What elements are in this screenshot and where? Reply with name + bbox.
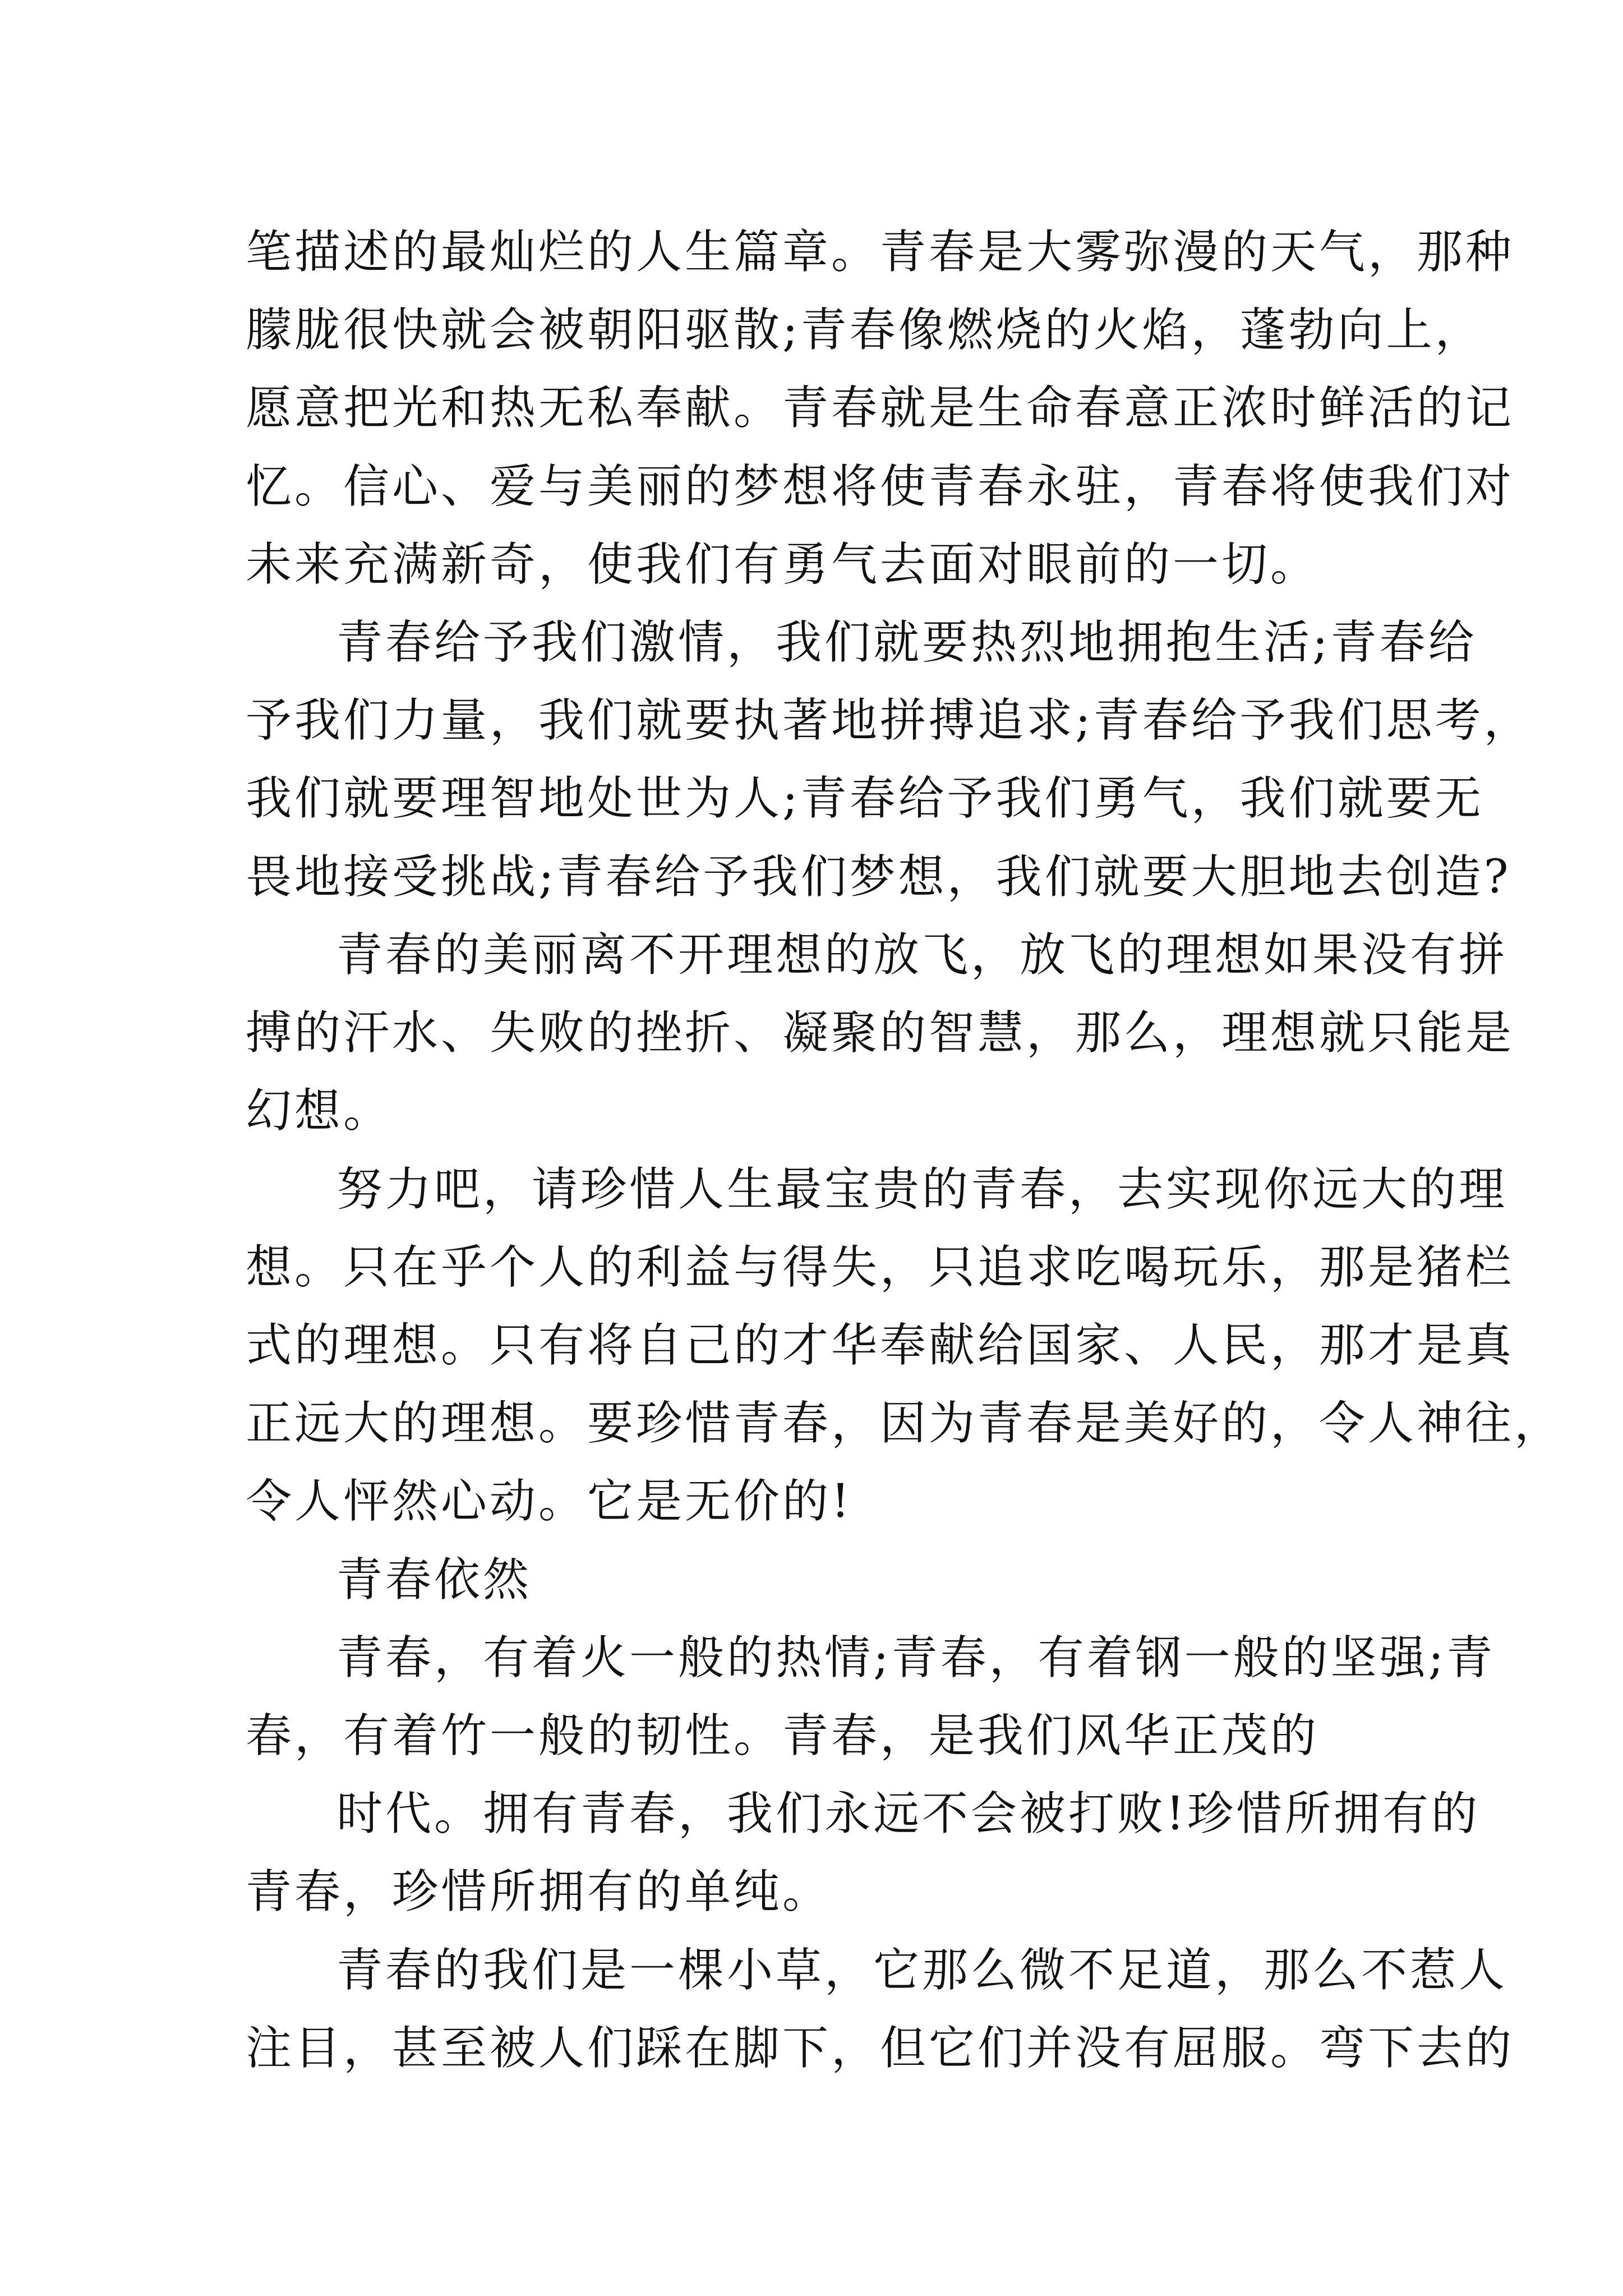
text-line: 注目，甚至被人们踩在脚下，但它们并没有屈服。弯下去的	[246, 2021, 1515, 2075]
text-line: 春，有着竹一般的韧性。青春，是我们风华正茂的	[246, 1709, 1320, 1763]
text-line: 畏地接受挑战;青春给予我们梦想，我们就要大胆地去创造?	[246, 850, 1511, 904]
paragraph-first-line: 青春给予我们激情，我们就要热烈地拥抱生活;青春给	[336, 616, 1477, 670]
text-line: 幻想。	[246, 1084, 393, 1138]
section-heading: 青春依然	[336, 1553, 532, 1607]
text-line: 想。只在乎个人的利益与得失，只追求吃喝玩乐，那是猪栏	[246, 1240, 1515, 1294]
paragraph-first-line: 青春的我们是一棵小草，它那么微不足道，那么不惹人	[336, 1943, 1508, 1997]
text-line: 朦胧很快就会被朝阳驱散;青春像燃烧的火焰，蓬勃向上，	[246, 303, 1484, 357]
text-line: 青春，珍惜所拥有的单纯。	[246, 1865, 832, 1919]
text-line: 我们就要理智地处世为人;青春给予我们勇气，我们就要无	[246, 772, 1484, 826]
paragraph-first-line: 青春，有着火一般的热情;青春，有着钢一般的坚强;青	[336, 1631, 1496, 1685]
paragraph-first-line: 努力吧，请珍惜人生最宝贵的青春，去实现你远大的理	[336, 1162, 1508, 1216]
paragraph-first-line: 时代。拥有青春，我们永远不会被打败!珍惜所拥有的	[336, 1787, 1480, 1841]
text-line: 笔描述的最灿烂的人生篇章。青春是大雾弥漫的天气，那种	[246, 226, 1515, 279]
paragraph-first-line: 青春的美丽离不开理想的放飞，放飞的理想如果没有拼	[336, 928, 1508, 982]
text-line: 令人怦然心动。它是无价的!	[246, 1475, 852, 1529]
text-line: 予我们力量，我们就要执著地拼搏追求;青春给予我们思考，	[246, 694, 1533, 748]
text-line: 正远大的理想。要珍惜青春，因为青春是美好的，令人神往，	[246, 1397, 1564, 1451]
text-line: 搏的汗水、失败的挫折、凝聚的智慧，那么，理想就只能是	[246, 1006, 1515, 1060]
text-line: 未来充满新奇，使我们有勇气去面对眼前的一切。	[246, 537, 1320, 591]
text-line: 忆。信心、爱与美丽的梦想将使青春永驻，青春将使我们对	[246, 459, 1515, 513]
text-line: 式的理想。只有将自己的才华奉献给国家、人民，那才是真	[246, 1318, 1515, 1372]
text-line: 愿意把光和热无私奉献。青春就是生命春意正浓时鲜活的记	[246, 381, 1515, 435]
